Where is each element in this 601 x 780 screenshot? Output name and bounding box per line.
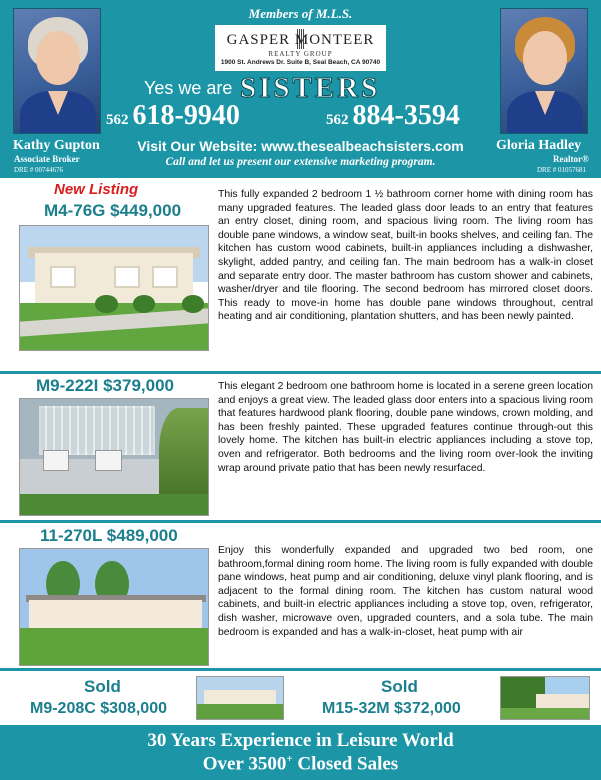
brokerage-logo	[215, 25, 386, 71]
agent-title-left: Associate Broker	[14, 154, 80, 164]
footer-line-2	[0, 753, 601, 775]
logo-sub: REALTY GROUP	[268, 50, 333, 58]
sold-photo-2	[500, 676, 590, 720]
listing-2-photo	[19, 398, 209, 516]
listing-2-price: M9-222I $379,000	[36, 376, 174, 395]
agent-name-right: Gloria Hadley	[496, 138, 582, 153]
agent-name-left: Kathy Gupton	[13, 138, 100, 153]
agent-title-right: Realtor®	[553, 154, 589, 164]
logo-name: GASPER MONTEER	[226, 32, 375, 48]
phone-left[interactable]	[106, 100, 240, 132]
footer-line-2-sup: +	[286, 753, 293, 765]
tagline: Call and let us present our extensive marketing program.	[165, 156, 436, 168]
phone-right-number: 884-3594	[352, 100, 460, 131]
logo-address: 1900 St. Andrews Dr. Suite B, Seal Beach, CA 90740	[220, 59, 381, 66]
phone-right-area: 562	[326, 112, 349, 128]
agent-dre-right: DRE # 01057681	[537, 166, 586, 174]
listing-1-photo	[19, 225, 209, 351]
listing-1-description: This fully expanded 2 bedroom 1 ½ bathroom corner home with dining room has many upgraded features. The leaded glass door leads to an entry that features an entry closet, dining room, and spacious living room. The living room has double pane windows, a window seat, built-in books shelves, and ceiling fan. The kitchen has custom wood cabinets, built-in appliances including a dishwasher, skylight, added pantry, and ceiling fan. The main bedroom has a walk-in closet and separate entry door. The master bathroom has custom shower and cabinets, washer/dryer and tile flooring. The second bedroom has mirrored closet doors. This ready to move-in home has double pane windows throughout, central heating and air conditioning, plantation shutters, and has been newly painted.	[218, 189, 593, 323]
sold-price-1: M9-208C $308,000	[30, 700, 167, 717]
section-divider	[0, 371, 601, 374]
sold-label-2: Sold	[381, 677, 418, 696]
listing-3-photo	[19, 548, 209, 666]
yes-we-are-text: Yes we are	[144, 78, 233, 98]
footer-banner	[0, 725, 601, 780]
new-listing-badge: New Listing	[54, 181, 139, 198]
listing-1-price: M4-76G $449,000	[44, 201, 182, 220]
website-link[interactable]: Visit Our Website: www.thesealbeachsisters.com	[137, 138, 464, 154]
phone-left-area: 562	[106, 112, 129, 128]
header-banner	[0, 0, 601, 178]
phone-left-number: 618-9940	[132, 100, 240, 131]
footer-line-2-prefix: Over 3500	[202, 753, 287, 775]
phone-right[interactable]	[326, 100, 460, 132]
mls-members-text: Members of M.L.S.	[248, 6, 353, 21]
section-divider	[0, 668, 601, 671]
sisters-title: SISTERS	[240, 72, 381, 104]
listing-3-price: 11-270L $489,000	[40, 526, 178, 545]
agent-photo-kathy	[13, 8, 101, 134]
section-divider	[0, 520, 601, 523]
sold-price-2: M15-32M $372,000	[322, 700, 461, 717]
footer-line-2-suffix: Closed Sales	[292, 753, 399, 775]
footer-line-1: 30 Years Experience in Leisure World	[147, 730, 454, 751]
sold-label-1: Sold	[84, 677, 121, 696]
agent-photo-gloria	[500, 8, 588, 134]
listing-3-description: Enjoy this wonderfully expanded and upgraded two bed room, one bathroom,formal dining room home. The living room is fully expanded with double pane windows, heat pump and air conditioning, deluxe vinyl plank flooring, and is adjacent to the formal dining room. The kitchen has custom natural wood cabinets, and built-in electric appliances including a stove top, oven, refrigerator, dish washer, microwave oven, upgraded counters, and a sola tube. The main bedroom is expanded and has a walk-in-closet, heat pump with air	[218, 545, 593, 638]
listing-2-description: This elegant 2 bedroom one bathroom home is located in a serene green location and enjoys a great view. The leaded glass door enters into a spacious living room that features hardwood plank flooring, double pane windows, crown molding, and has been freshly painted. These upgraded features continue through-out this lovely home. The kitchen has built-in electric appliances including a stove top, oven and refrigerator. Both bedrooms and the living room over-look the inviting wrap around private patio that has been newly resurfaced.	[218, 381, 593, 474]
sold-photo-1	[196, 676, 284, 720]
agent-dre-left: DRE # 00744676	[14, 166, 63, 174]
